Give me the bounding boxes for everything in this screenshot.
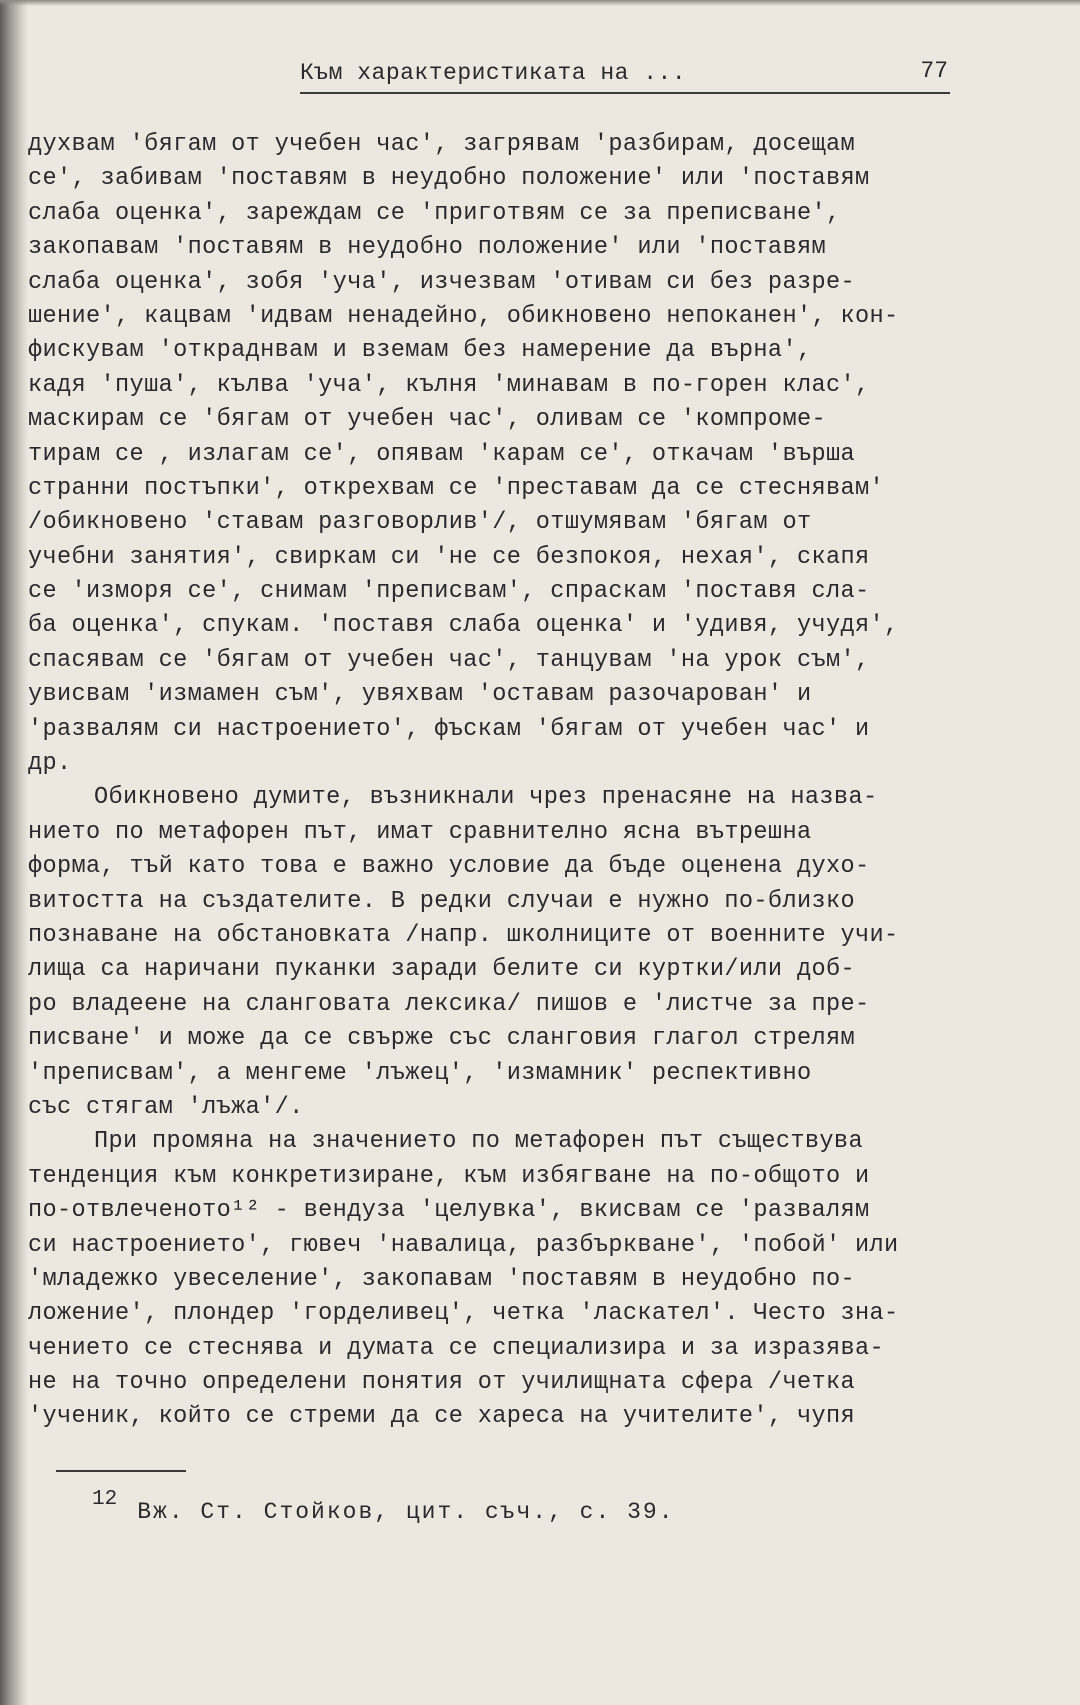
text-line: се 'изморя се', снимам 'преписвам', спраскам 'поставя сла- [28, 578, 870, 606]
page-number: 77 [920, 58, 948, 84]
text-line: странни постъпки', открехвам се 'преставам да се стеснявам' [28, 474, 885, 502]
text-line: форма, тъй като това е важно условие да бъде оценена духо- [28, 853, 870, 881]
footnote-text: Вж. Ст. Стойков, цит. съч., с. 39. [137, 1499, 675, 1525]
text-line: си настроението', гювеч 'навалица, разбъркване', 'побой' или [28, 1231, 899, 1259]
text-line: ба оценка', спукам. 'поставя слаба оценка' и 'удивя, учудя', [28, 612, 899, 640]
text-line: духвам 'бягам от учебен час', загрявам 'разбирам, досещам [28, 131, 855, 158]
text-line: лища са наричани пуканки заради белите си куртки/или доб- [28, 956, 855, 984]
text-line: витостта на създателите. В редки случаи е нужно по-близко [28, 887, 855, 915]
page-top-edge [0, 0, 1080, 6]
text-line: писване' и може да се свърже със сланговия глагол стрелям [28, 1025, 855, 1053]
text-line: 'младежко увеселение', закопавам 'поставям в неудобно по- [28, 1265, 855, 1293]
text-line: закопавам 'поставям в неудобно положение' или 'поставям [28, 234, 826, 262]
text-line: 'ученик, който се стреми да се хареса на учителите', чупя [28, 1403, 855, 1431]
text-line: маскирам се 'бягам от учебен час', оливам се 'компроме- [28, 406, 826, 434]
text-line: се', забивам 'поставям в неудобно положение' или 'поставям [28, 165, 870, 193]
text-line: със стягам 'лъжа'/. [28, 1093, 304, 1121]
text-line: 'развалям си настроението', фъскам 'бягам от учебен час' и [28, 715, 870, 743]
text-line: ро владеене на сланговата лексика/ пишов е 'листче за пре- [28, 990, 870, 1018]
text-line: кадя 'пуша', кълва 'уча', кълня 'минавам в по-горен клас', [28, 371, 870, 399]
text-line: тенденция към конкретизиране, към избягване на по-общото и [28, 1162, 870, 1190]
text-line: спасявам се 'бягам от учебен час', танцувам 'на урок съм', [28, 646, 870, 674]
text-line: /обикновено 'ставам разговорлив'/, отшумявам 'бягам от [28, 509, 812, 537]
text-line: учебни занятия', свиркам си 'не се безпокоя, нехая', скапя [28, 543, 870, 571]
text-line: др. [28, 750, 72, 778]
page-edge-shadow [0, 0, 28, 1705]
text-line: познаване на обстановката /напр. школниците от военните учи- [28, 921, 899, 949]
running-header [300, 58, 950, 94]
main-text [28, 128, 980, 1435]
footnote-separator [56, 1470, 186, 1472]
text-line: по-отвлеченото¹² - вендуза 'целувка', вкисвам се 'развалям [28, 1197, 870, 1225]
text-line: чението се стеснява и думата се специализира и за изразява- [28, 1334, 885, 1362]
text-line: слаба оценка', зареждам се 'приготвям се за преписване', [28, 199, 841, 227]
text-line: шение', кацвам 'идвам ненадейно, обикновено непоканен', кон- [28, 302, 899, 330]
text-line: нието по метафорен път, имат сравнително ясна вътрешна [28, 818, 812, 846]
text-line: тирам се , излагам се', опявам 'карам се', откачам 'върша [28, 440, 855, 468]
text-line: слаба оценка', зобя 'уча', изчезвам 'отивам си без разре- [28, 268, 855, 296]
paragraph-start-line: При промяна на значението по метафорен път съществува [94, 1128, 863, 1156]
paragraph-start-line: Обикновено думите, възникнали чрез пренасяне на назва- [94, 784, 878, 812]
text-line: не на точно определени понятия от училищната сфера /четка [28, 1369, 855, 1397]
text-line: ложение', плондер 'горделивец', четка 'ласкател'. Често зна- [28, 1300, 899, 1328]
text-line: фискувам 'откраднвам и вземам без намерение да върна', [28, 337, 812, 365]
footnote-number: 12 [92, 1488, 118, 1511]
running-title: Към характеристиката на ... [300, 60, 687, 86]
footnote [92, 1480, 675, 1532]
text-line: увисвам 'измамен съм', увяхвам 'оставам разочарован' и [28, 681, 812, 709]
text-line: 'преписвам', а менгеме 'лъжец', 'измамник' респективно [28, 1059, 812, 1087]
